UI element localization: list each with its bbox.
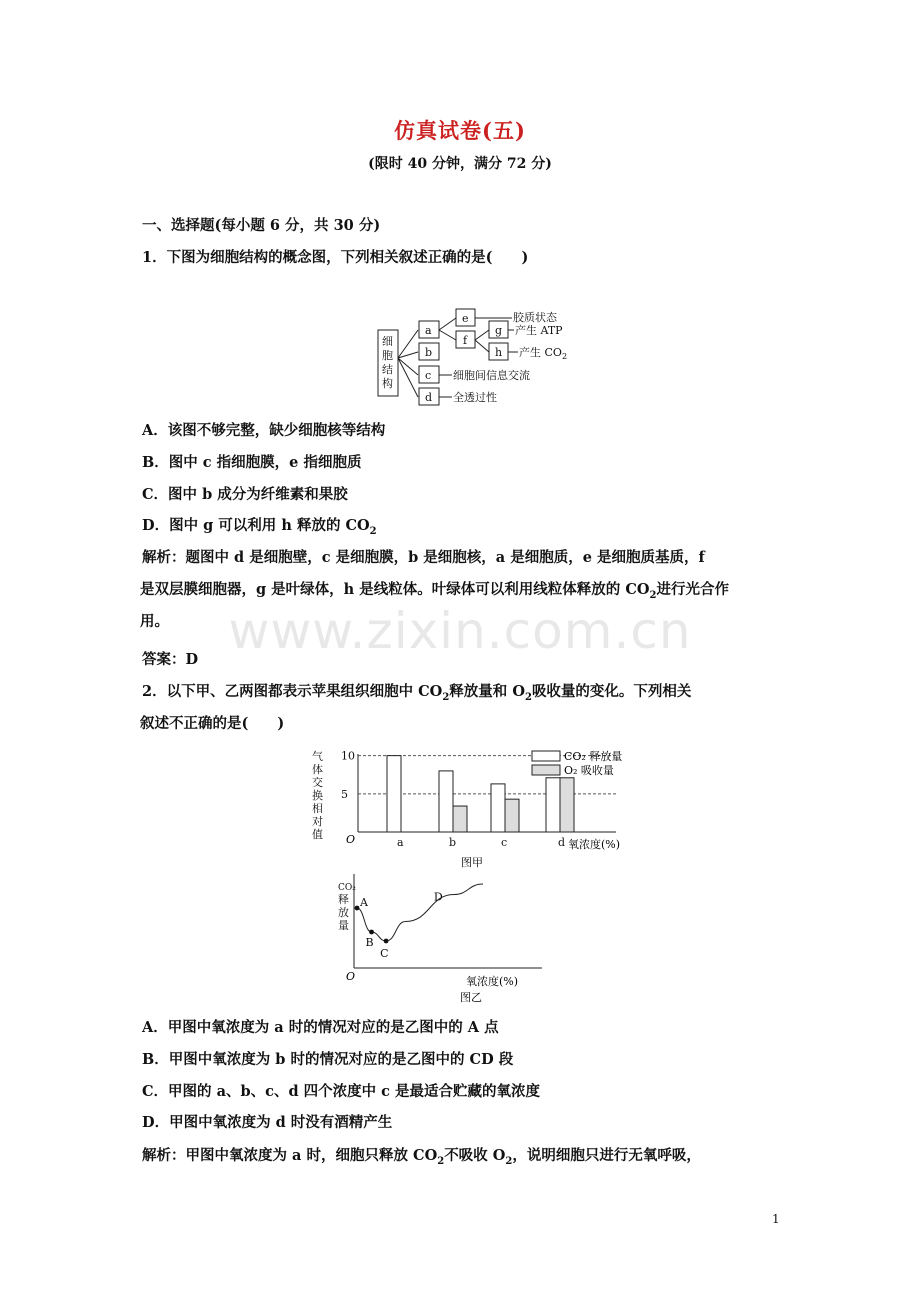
legend-label-co2: CO₂ 释放量: [564, 750, 623, 763]
box-a: a: [425, 324, 432, 337]
chart2-xlabel: 氧浓度(%): [466, 975, 519, 988]
page-number: 1: [772, 1212, 780, 1226]
chart2-ylabel-char: 放: [338, 906, 349, 919]
label-h: 产生 $CO_2$: [519, 346, 568, 361]
chart2-ylabel-char: 释: [338, 893, 349, 906]
chart2-point-label: D: [433, 890, 443, 904]
box-b: b: [425, 346, 433, 359]
chart1-ylabel-char: 气: [312, 750, 323, 763]
cell-structure-concept-diagram: [372, 300, 592, 412]
bar-co2-release: [439, 771, 453, 832]
page-title: 仿真试卷(五): [394, 118, 526, 143]
legend-label-o2: O₂ 吸收量: [564, 764, 614, 777]
label-d: 全透过性: [453, 391, 497, 404]
chart1-xtick-label: d: [558, 836, 566, 849]
box-c: c: [425, 369, 432, 382]
chart1-caption: 图甲: [461, 856, 483, 869]
chart1-xtick-label: a: [397, 836, 404, 849]
bar-o2-uptake: [453, 806, 467, 832]
chart1-ylabel-char: 换: [312, 789, 323, 802]
chart2-point-label: A: [360, 896, 368, 909]
section-heading: 一、选择题(每小题 6 分，共 30 分): [142, 217, 381, 234]
q1-option-d: D．图中 g 可以利用 h 释放的 $CO_2$: [142, 517, 377, 537]
chart2-point-label: C: [380, 947, 389, 960]
question-2-stem-line-2: 叙述不正确的是( ): [140, 715, 285, 732]
box-e: e: [462, 312, 469, 325]
chart2-point-A: [355, 906, 360, 911]
chart1-ylabel-char: 对: [312, 815, 323, 828]
chart-jia: [310, 744, 640, 870]
question-2-stem-line-1: 2．以下甲、乙两图都表示苹果组织细胞中 $CO_2$释放量和 $O_2$吸收量的变化。下列相关: [142, 683, 692, 703]
chart1-xtick-label: b: [449, 836, 457, 849]
bar-o2-uptake: [505, 799, 519, 832]
chart-yi: [330, 868, 550, 1004]
q2-option-b: B．甲图中氧浓度为 b 时的情况对应的是乙图中的 CD 段: [142, 1051, 514, 1068]
chart1-ytick-label: 10: [341, 749, 355, 763]
chart2-origin: O: [346, 970, 356, 983]
label-e: 胶质状态: [513, 311, 557, 324]
root-char-4: 构: [382, 377, 393, 390]
q1-option-c: C．图中 b 成分为纤维素和果胶: [142, 486, 348, 503]
bar-co2-release: [546, 778, 560, 832]
chart2-ylabel-char: CO₂: [338, 883, 356, 893]
page-subtitle: (限时 40 分钟，满分 72 分): [368, 156, 552, 172]
q1-analysis-line-2: 是双层膜细胞器，g 是叶绿体，h 是线粒体。叶绿体可以利用线粒体释放的 $CO_2$进行光合作: [140, 581, 729, 601]
question-1-stem: 1．下图为细胞结构的概念图，下列相关叙述正确的是( ): [142, 249, 529, 266]
chart1-xlabel: 氧浓度(%): [568, 838, 621, 851]
root-char-2: 胞: [382, 349, 393, 362]
chart1-ytick-label: 5: [341, 787, 348, 801]
chart2-point-label: B: [365, 936, 374, 949]
q2-analysis-line-1: 解析：甲图中氧浓度为 a 时，细胞只释放 $CO_2$不吸收 $O_2$，说明细胞只进行无氧呼吸，: [142, 1147, 701, 1167]
bar-o2-uptake: [560, 778, 574, 832]
q2-option-d: D．甲图中氧浓度为 d 时没有酒精产生: [142, 1114, 393, 1131]
q1-analysis-line-1: 解析：题图中 d 是细胞壁，c 是细胞膜，b 是细胞核，a 是细胞质，e 是细胞质基质，f: [142, 549, 705, 566]
q1-option-b: B．图中 c 指细胞膜，e 指细胞质: [142, 454, 362, 471]
bar-co2-release: [387, 756, 401, 832]
watermark: www.zixin.com.cn: [228, 602, 692, 660]
chart1-ylabel-char: 交: [312, 776, 323, 789]
root-char-1: 细: [382, 335, 393, 348]
chart1-origin: O: [346, 833, 356, 846]
q1-option-a: A．该图不够完整，缺少细胞核等结构: [142, 422, 386, 439]
chart1-xtick-label: c: [501, 836, 508, 849]
chart1-ylabel-char: 相: [312, 802, 323, 815]
box-g: g: [495, 324, 503, 337]
label-c: 细胞间信息交流: [453, 369, 530, 382]
bar-co2-release: [491, 784, 505, 832]
root-char-3: 结: [382, 363, 393, 376]
chart2-curve: [357, 884, 483, 941]
box-d: d: [425, 391, 433, 404]
q2-option-c: C．甲图的 a、b、c、d 四个浓度中 c 是最适合贮藏的氧浓度: [142, 1083, 541, 1100]
chart1-ylabel-char: 值: [312, 828, 323, 841]
chart2-point-C: [384, 939, 389, 944]
legend-swatch-co2: [532, 751, 560, 761]
box-h: h: [495, 346, 503, 359]
q1-analysis-line-3: 用。: [140, 613, 169, 630]
chart1-ylabel-char: 体: [312, 763, 323, 776]
chart2-point-B: [369, 930, 374, 935]
box-f: f: [463, 334, 468, 347]
q1-answer: 答案：D: [142, 651, 199, 668]
chart2-ylabel-char: 量: [338, 919, 349, 932]
q2-option-a: A．甲图中氧浓度为 a 时的情况对应的是乙图中的 A 点: [142, 1019, 499, 1036]
chart2-caption: 图乙: [460, 991, 482, 1004]
legend-swatch-o2: [532, 765, 560, 775]
label-g: 产生 ATP: [515, 324, 563, 337]
